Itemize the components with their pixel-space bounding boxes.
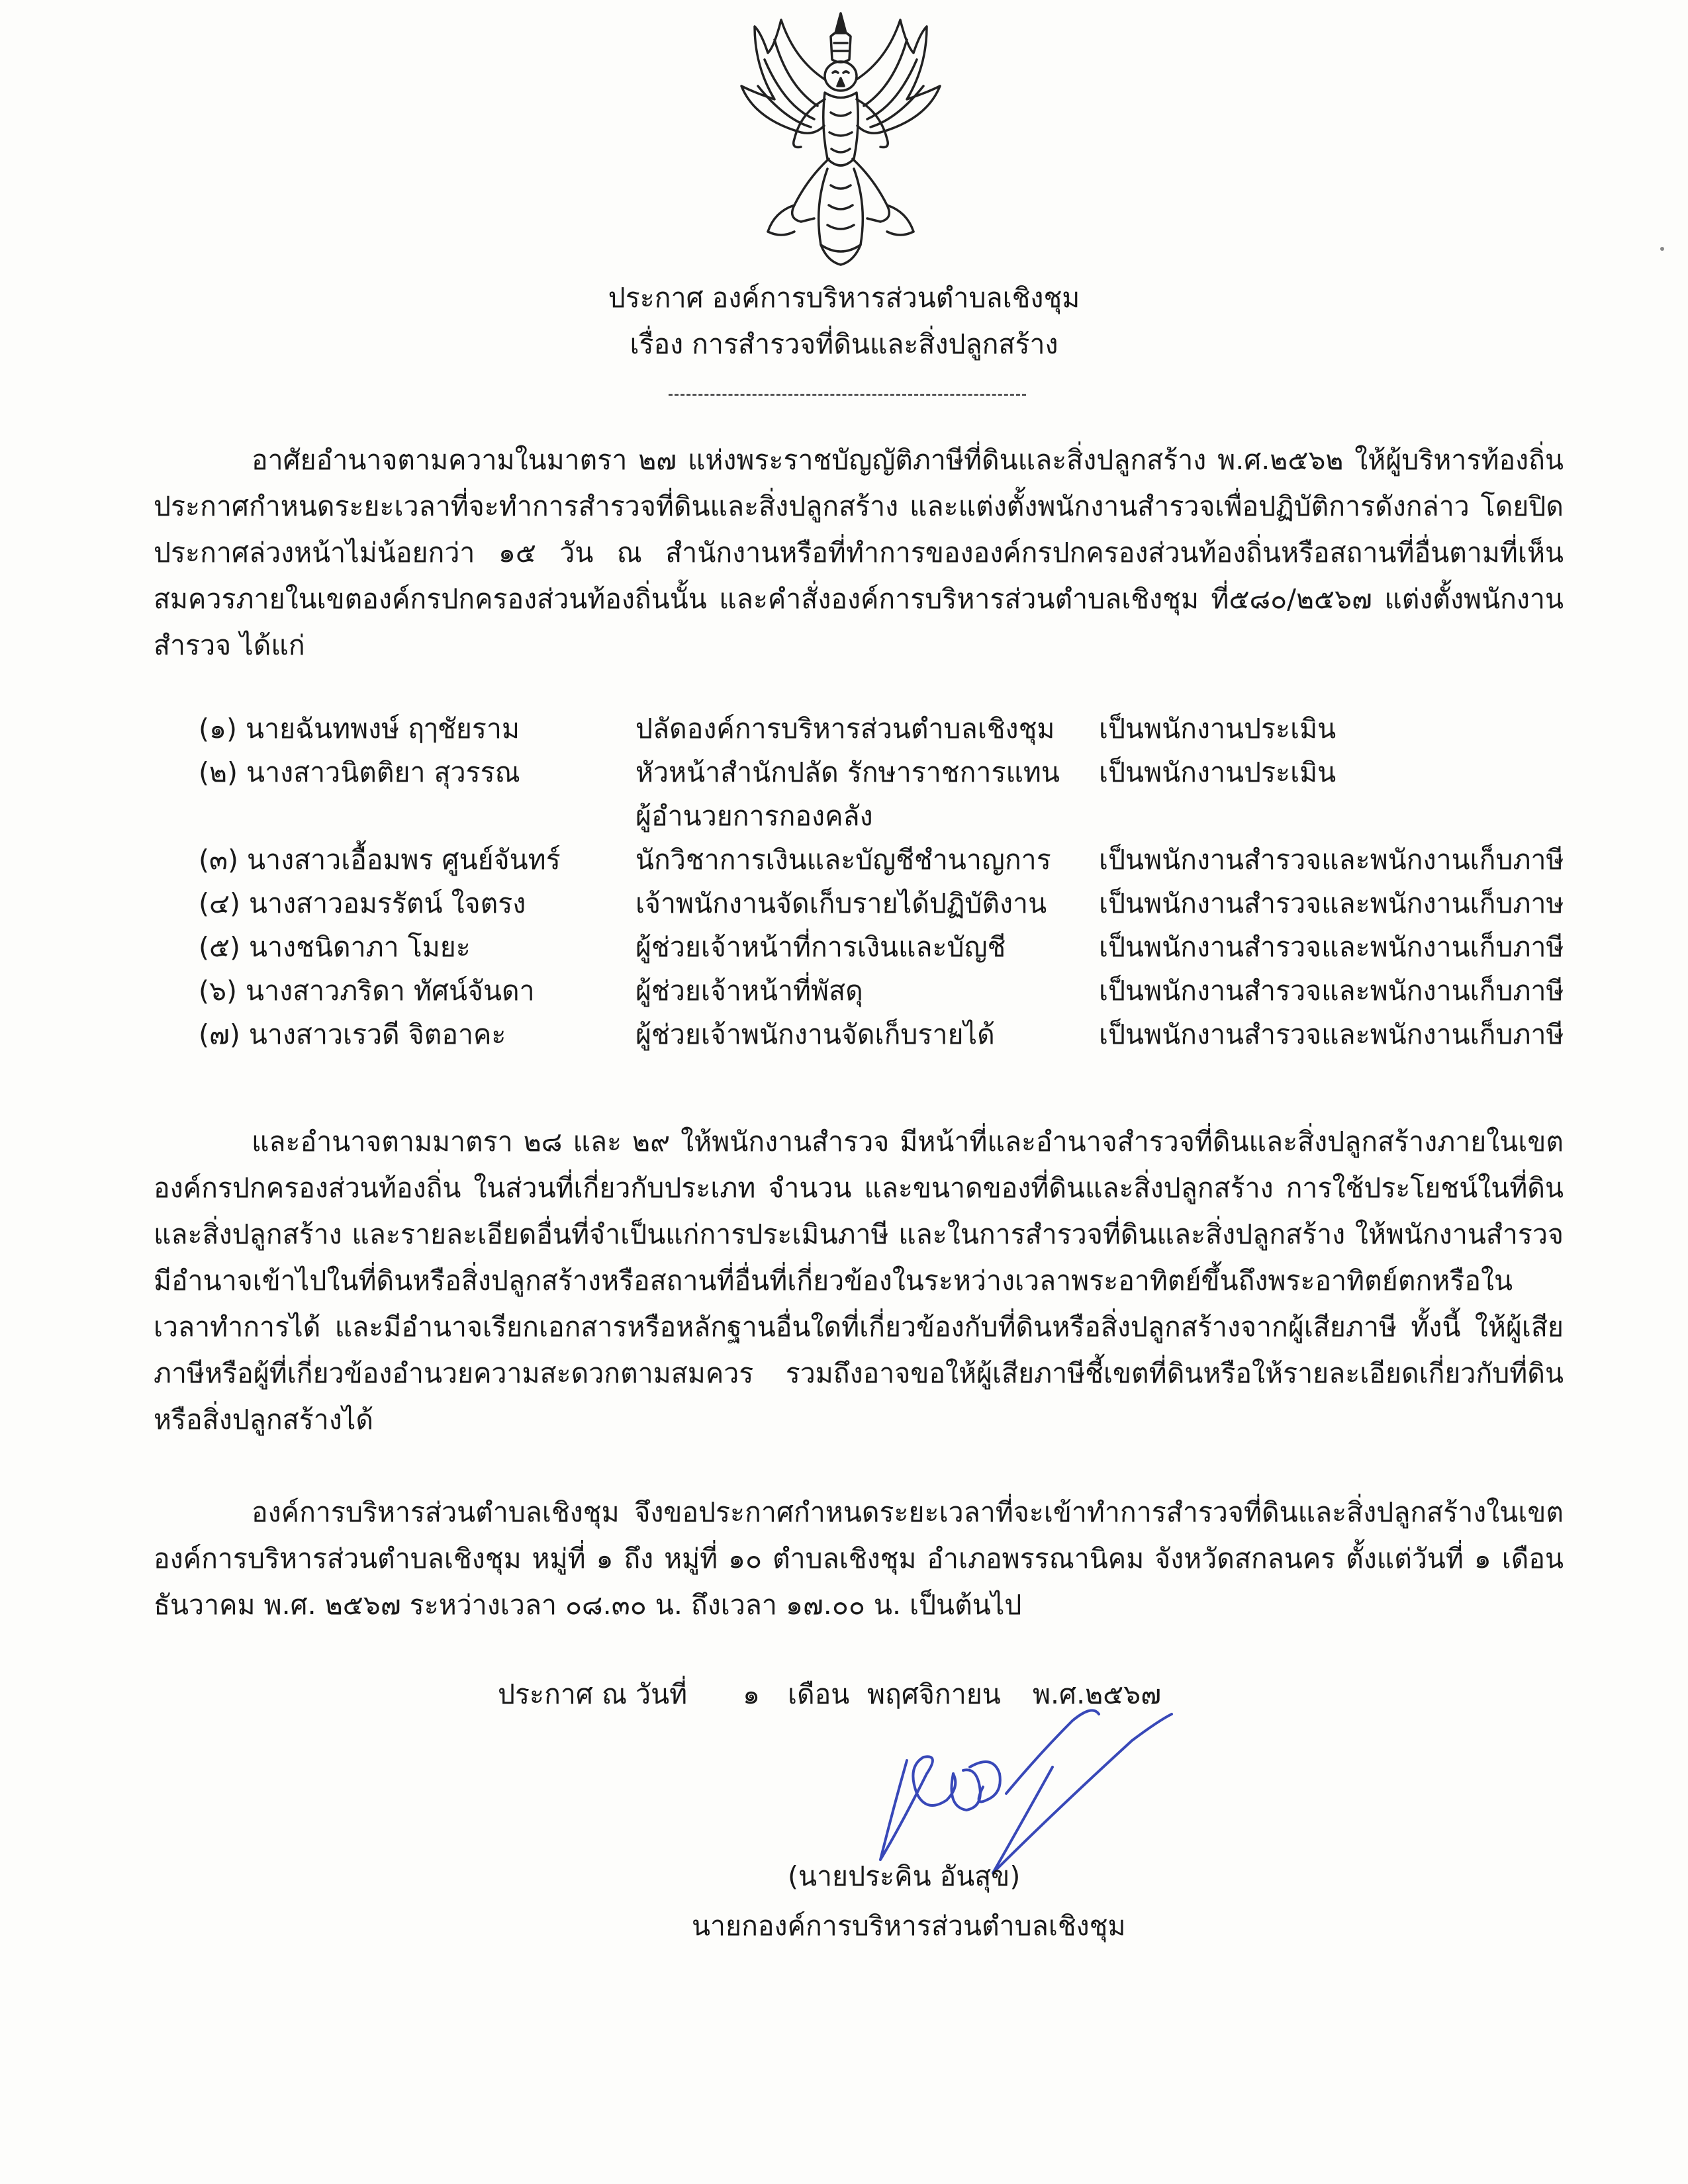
dateline-day: ๑ [743, 1678, 761, 1710]
signature-mark [854, 1694, 1198, 1880]
staff-position: ผู้ช่วยเจ้าพนักงานจัดเก็บรายได้ [635, 1019, 995, 1050]
dateline-prefix: ประกาศ ณ วันที่ [498, 1678, 688, 1710]
paragraph-authority: อาศัยอำนาจตามความในมาตรา ๒๗ แห่งพระราชบัญญัติภาษีที่ดินและสิ่งปลูกสร้าง พ.ศ.๒๕๖๒ ให้ผู้บริหารท้องถิ่นประกาศกำหนดระยะเวลาที่จะทำการสำรวจที่ดินและสิ่งปลูกสร้าง และแต่งตั้งพนักงานสำรวจเพื่อปฏิบัติการดังกล่าว โดยปิดประกาศล่วงหน้าไม่น้อยกว่า ๑๕ วัน ณ สำนักงานหรือที่ทำการขององค์กรปกครองส่วนท้องถิ่นหรือสถานที่อื่นตามที่เห็นสมควรภายในเขตองค์กรปกครองส่วนท้องถิ่นนั้น และคำสั่งองค์การบริหารส่วนตำบลเชิงชุม ที่๕๘๐/๒๕๖๗ แต่งตั้งพนักงานสำรวจ ได้แก่ [154, 444, 1564, 661]
staff-row [0, 751, 1688, 838]
staff-position: ปลัดองค์การบริหารส่วนตำบลเชิงชุม [635, 713, 1055, 745]
announcement-title: ประกาศ องค์การบริหารส่วนตำบลเชิงชุม [608, 282, 1080, 314]
staff-role: เป็นพนักงานสำรวจและพนักงานเก็บภาษี [1099, 844, 1564, 876]
staff-name: (๒) นางสาวนิตติยา สุวรรณ [199, 756, 520, 788]
staff-name: (๗) นางสาวเรวดี จิตอาคะ [199, 1019, 506, 1050]
staff-name: (๕) นางชนิดาภา โมยะ [199, 931, 471, 963]
staff-name: (๖) นางสาวภริดา ทัศน์จันดา [199, 975, 535, 1007]
staff-role: เป็นพนักงานสำรวจและพนักงานเก็บภาษี [1099, 1019, 1564, 1050]
scan-speck [1660, 247, 1664, 251]
announcement-subject: เรื่อง การสำรวจที่ดินและสิ่งปลูกสร้าง [630, 328, 1058, 360]
staff-role: เป็นพนักงานประเมิน [1099, 713, 1336, 745]
dateline-year: พ.ศ.๒๕๖๗ [1033, 1678, 1162, 1710]
garuda-emblem-icon [728, 7, 953, 271]
staff-position: ผู้ช่วยเจ้าหน้าที่การเงินและบัญชี [635, 931, 1006, 963]
staff-position: เจ้าพนักงานจัดเก็บรายได้ปฏิบัติงาน [635, 887, 1047, 919]
staff-position: นักวิชาการเงินและบัญชีชำนาญการ [635, 844, 1051, 876]
staff-name: (๑) นายฉันทพงษ์ ฤๅชัยราม [199, 713, 520, 745]
staff-role: เป็นพนักงานสำรวจและพนักงานเก็บภาษี [1099, 931, 1564, 963]
staff-row [0, 707, 1688, 751]
signer-name: (นายประคิน อันสุข) [788, 1860, 1021, 1892]
staff-name: (๓) นางสาวเอื้อมพร ศูนย์จันทร์ [199, 844, 561, 876]
staff-list [0, 707, 1688, 1056]
dateline-month-label: เดือน [788, 1678, 850, 1710]
staff-role: เป็นพนักงานสำรวจและพนักงานเก็บภาษี [1099, 975, 1564, 1007]
paragraph-duties: และอำนาจตามมาตรา ๒๘ และ ๒๙ ให้พนักงานสำรวจ มีหน้าที่และอำนาจสำรวจที่ดินและสิ่งปลูกสร้างภายในเขตองค์กรปกครองส่วนท้องถิ่น ในส่วนที่เกี่ยวกับประเภท จำนวน และขนาดของที่ดินและสิ่งปลูกสร้าง การใช้ประโยชน์ในที่ดินและสิ่งปลูกสร้าง และรายละเอียดอื่นที่จำเป็นแก่การประเมินภาษี และในการสำรวจที่ดินและสิ่งปลูกสร้าง ให้พนักงานสำรวจมีอำนาจเข้าไปในที่ดินหรือสิ่งปลูกสร้างหรือสถานที่อื่นที่เกี่ยวข้องในระหว่างเวลาพระอาทิตย์ขึ้นถึงพระอาทิตย์ตกหรือในเวลาทำการได้ และมีอำนาจเรียกเอกสารหรือหลักฐานอื่นใดที่เกี่ยวข้องกับที่ดินหรือสิ่งปลูกสร้างจากผู้เสียภาษี ทั้งนี้ ให้ผู้เสียภาษีหรือผู้ที่เกี่ยวข้องอำนวยความสะดวกตามสมควร รวมถึงอาจขอให้ผู้เสียภาษีชี้เขตที่ดินหรือให้รายละเอียดเกี่ยวกับที่ดินหรือสิ่งปลูกสร้างได้ [154, 1126, 1564, 1435]
paragraph-schedule: องค์การบริหารส่วนตำบลเชิงชุม จึงขอประกาศกำหนดระยะเวลาที่จะเข้าทำการสำรวจที่ดินและสิ่งปลูกสร้างในเขตองค์การบริหารส่วนตำบลเชิงชุม หมู่ที่ ๑ ถึง หมู่ที่ ๑๐ ตำบลเชิงชุม อำเภอพรรณานิคม จังหวัดสกลนคร ตั้งแต่วันที่ ๑ เดือน ธันวาคม พ.ศ. ๒๕๖๗ ระหว่างเวลา ๐๘.๓๐ น. ถึงเวลา ๑๗.๐๐ น. เป็นต้นไป [154, 1496, 1564, 1621]
staff-position: หัวหน้าสำนักปลัด รักษาราชการแทน ผู้อำนวยการกองคลัง [635, 756, 1060, 832]
staff-role: เป็นพนักงานสำรวจและพนักงานเก็บภาษ [1099, 887, 1564, 919]
staff-role: เป็นพนักงานประเมิน [1099, 756, 1336, 788]
staff-row [0, 838, 1688, 882]
dateline-month: พฤศจิกายน [867, 1678, 1001, 1710]
title-divider [669, 394, 1026, 396]
staff-name: (๔) นางสาวอมรรัตน์ ใจตรง [199, 887, 526, 919]
staff-row [0, 969, 1688, 1013]
staff-row [0, 925, 1688, 969]
signer-title: นายกองค์การบริหารส่วนตำบลเชิงชุม [692, 1910, 1126, 1942]
staff-row [0, 1013, 1688, 1056]
staff-row [0, 882, 1688, 925]
staff-position: ผู้ช่วยเจ้าหน้าที่พัสดุ [635, 975, 863, 1007]
